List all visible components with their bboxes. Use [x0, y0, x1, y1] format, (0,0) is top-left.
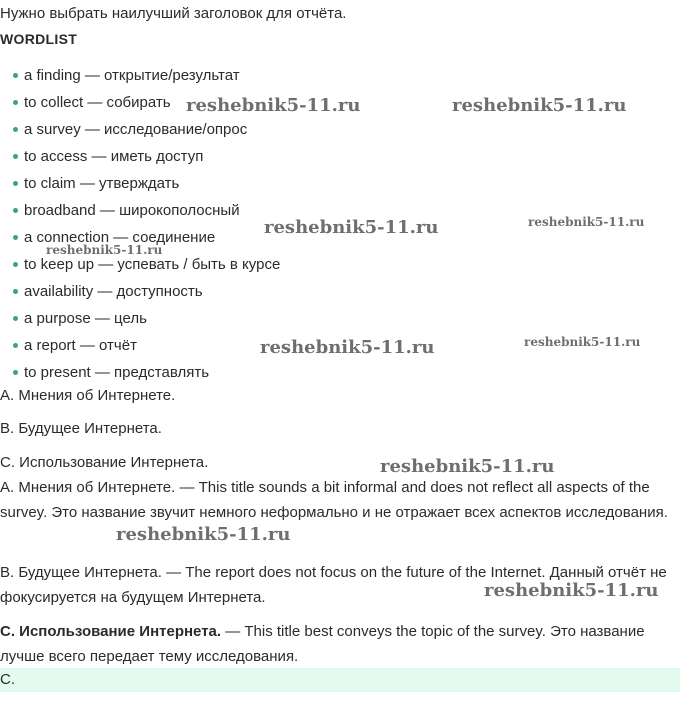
watermark: reshebnik5-11.ru — [484, 580, 659, 601]
bullet-icon — [13, 289, 18, 294]
watermark: reshebnik5-11.ru — [524, 335, 641, 349]
wordlist-item — [0, 255, 680, 282]
bullet-icon — [13, 370, 18, 375]
wordlist-item — [0, 66, 680, 93]
watermark: reshebnik5-11.ru — [116, 524, 291, 545]
wordlist-item-text: a survey — исследование/опрос — [24, 121, 248, 138]
option-a: A. Мнения об Интернете. — [0, 387, 176, 404]
wordlist-item-text: to present — представлять — [24, 364, 210, 381]
watermark: reshebnik5-11.ru — [260, 337, 435, 358]
watermark: reshebnik5-11.ru — [186, 95, 361, 116]
bullet-icon — [13, 181, 18, 186]
explanation-c-text: — This title best conveys the topic of the survey. Это название лучше всего передает тему исследования. — [0, 623, 645, 665]
wordlist-item — [0, 120, 680, 147]
wordlist-item-text: to access — иметь доступ — [24, 148, 204, 165]
answer-box: C. — [0, 668, 680, 692]
wordlist-item-text: a purpose — цель — [24, 310, 147, 327]
explanation-c-title: C. Использование Интернета. — [0, 623, 222, 640]
watermark: reshebnik5-11.ru — [264, 217, 439, 238]
wordlist-item-text: to keep up — успевать / быть в курсе — [24, 256, 281, 273]
watermark: reshebnik5-11.ru — [380, 456, 555, 477]
task-instruction: Нужно выбрать наилучший заголовок для отчёта. — [0, 5, 347, 22]
wordlist-item-text: a finding — открытие/результат — [24, 67, 240, 84]
wordlist-item-text: to collect — собирать — [24, 94, 171, 111]
wordlist-item — [0, 309, 680, 336]
bullet-icon — [13, 262, 18, 267]
wordlist-item — [0, 147, 680, 174]
bullet-icon — [13, 73, 18, 78]
bullet-icon — [13, 154, 18, 159]
explanation-a: A. Мнения об Интернете. — This title sounds a bit informal and does not reflect all aspects of the survey. Это название звучит немного неформально и не отражает всех аспектов исследования. — [0, 479, 668, 521]
bullet-icon — [13, 127, 18, 132]
wordlist-item — [0, 363, 680, 390]
bullet-icon — [13, 343, 18, 348]
watermark: reshebnik5-11.ru — [46, 243, 163, 257]
watermark: reshebnik5-11.ru — [452, 95, 627, 116]
wordlist-item-text: broadband — широкополосный — [24, 202, 240, 219]
option-b: B. Будущее Интернета. — [0, 420, 162, 437]
wordlist-item-text: availability — доступность — [24, 283, 203, 300]
wordlist-item — [0, 282, 680, 309]
explanation-c — [0, 619, 670, 669]
wordlist-item — [0, 174, 680, 201]
explanation-b: B. Будущее Интернета. — The report does not focus on the future of the Internet. Данный отчёт не фокусируется на будущем Интернета. — [0, 564, 667, 606]
bullet-icon — [13, 235, 18, 240]
wordlist-item-text: a report — отчёт — [24, 337, 137, 354]
wordlist-item-text: to claim — утверждать — [24, 175, 180, 192]
wordlist-item-text: a connection — соединение — [24, 229, 216, 246]
bullet-icon — [13, 100, 18, 105]
wordlist-heading: WORDLIST — [0, 31, 78, 47]
bullet-icon — [13, 208, 18, 213]
option-c: C. Использование Интернета. — [0, 454, 209, 471]
bullet-icon — [13, 316, 18, 321]
watermark: reshebnik5-11.ru — [528, 215, 645, 229]
